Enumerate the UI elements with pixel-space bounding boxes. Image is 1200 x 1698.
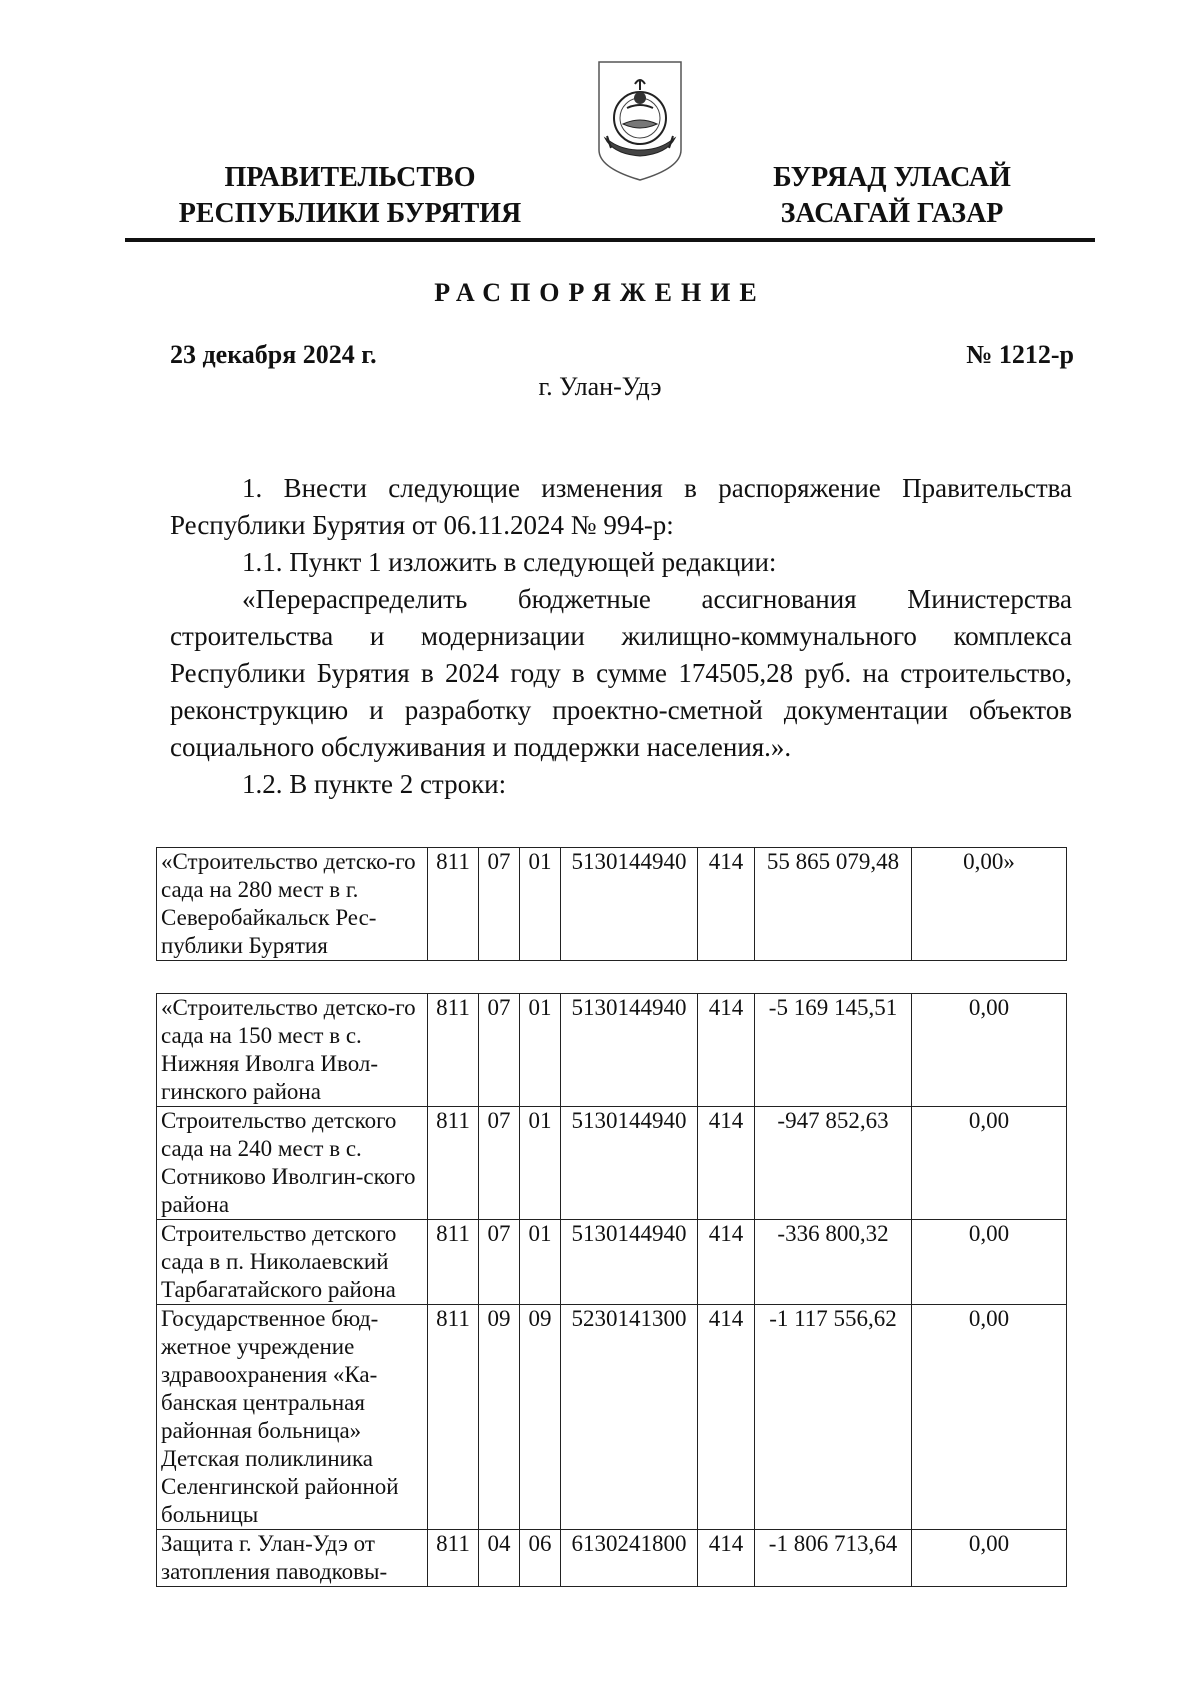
cell-target: 5130144940 [561, 848, 698, 961]
cell-subsection: 09 [520, 1305, 561, 1530]
cell-type: 414 [698, 1220, 755, 1305]
paragraph-quote: «Перераспределить бюджетные ассигнования Министерства строительства и модернизации жилищно-коммунального комплекса Республики Бурятия в 2024 году в сумме 174505,28 руб. на строительство, реконструкцию и разработку проектно-сметной документации объектов социального обслуживания и поддержки населения.». [170, 584, 1072, 762]
cell-amount-next: 0,00 [912, 1220, 1067, 1305]
table-new-rows [156, 993, 1067, 1587]
cell-amount-2024: 55 865 079,48 [755, 848, 912, 961]
paragraph-1-1: 1.1. Пункт 1 изложить в следующей редакции: [242, 547, 777, 577]
document-body [170, 470, 1072, 803]
cell-section: 07 [479, 1220, 520, 1305]
cell-subsection: 01 [520, 1107, 561, 1220]
paragraph-1: 1. Внести следующие изменения в распоряжение Правительства Республики Бурятия от 06.11.2024 № 994-р: [170, 473, 1072, 540]
table-row [157, 848, 1067, 961]
document-date: 23 декабря 2024 г. [170, 340, 377, 369]
document-title: РАСПОРЯЖЕНИЕ [434, 278, 766, 307]
paragraph-1-2: 1.2. В пункте 2 строки: [242, 769, 507, 799]
coat-of-arms-icon [595, 58, 685, 183]
cell-amount-next: 0,00» [912, 848, 1067, 961]
table-row [157, 1220, 1067, 1305]
cell-type: 414 [698, 1530, 755, 1587]
header-right-line1: БУРЯАД УЛАСАЙ [773, 162, 1011, 193]
document-city: г. Улан-Удэ [538, 372, 662, 401]
cell-type: 414 [698, 1107, 755, 1220]
cell-subsection: 06 [520, 1530, 561, 1587]
header-divider [125, 238, 1095, 242]
cell-target: 5230141300 [561, 1305, 698, 1530]
cell-amount-next: 0,00 [912, 1305, 1067, 1530]
cell-target: 5130144940 [561, 1220, 698, 1305]
cell-type: 414 [698, 848, 755, 961]
cell-section: 09 [479, 1305, 520, 1530]
cell-section: 04 [479, 1530, 520, 1587]
cell-amount-2024: -336 800,32 [755, 1220, 912, 1305]
cell-code: 811 [428, 1220, 479, 1305]
cell-amount-next: 0,00 [912, 994, 1067, 1107]
cell-type: 414 [698, 994, 755, 1107]
cell-code: 811 [428, 1305, 479, 1530]
cell-amount-2024: -1 117 556,62 [755, 1305, 912, 1530]
cell-code: 811 [428, 1530, 479, 1587]
cell-code: 811 [428, 848, 479, 961]
cell-section: 07 [479, 1107, 520, 1220]
cell-object: «Строительство детско-го сада на 150 мест в с. Нижняя Иволга Ивол-гинского района [157, 994, 428, 1107]
table-row [157, 1305, 1067, 1530]
cell-object: Защита г. Улан-Удэ от затопления паводковы- [157, 1530, 428, 1587]
table-row [157, 1530, 1067, 1587]
cell-amount-next: 0,00 [912, 1530, 1067, 1587]
cell-amount-2024: -1 806 713,64 [755, 1530, 912, 1587]
cell-object: Строительство детского сада на 240 мест в с. Сотниково Иволгин-ского района [157, 1107, 428, 1220]
table-old-rows [156, 847, 1067, 961]
cell-section: 07 [479, 994, 520, 1107]
cell-amount-next: 0,00 [912, 1107, 1067, 1220]
cell-target: 5130144940 [561, 1107, 698, 1220]
cell-section: 07 [479, 848, 520, 961]
header-right [742, 160, 1042, 232]
table-row [157, 1107, 1067, 1220]
cell-type: 414 [698, 1305, 755, 1530]
cell-object: Строительство детского сада в п. Николаевский Тарбагатайского района [157, 1220, 428, 1305]
cell-subsection: 01 [520, 1220, 561, 1305]
cell-code: 811 [428, 1107, 479, 1220]
cell-object: Государственное бюд-жетное учреждение здравоохранения «Ка-банская центральная районная больница» Детская поликлиника Селенгинской районной больницы [157, 1305, 428, 1530]
cell-code: 811 [428, 994, 479, 1107]
cell-subsection: 01 [520, 994, 561, 1107]
header-left-line1: ПРАВИТЕЛЬСТВО [224, 162, 476, 193]
cell-object: «Строительство детско-го сада на 280 мест в г. Северобайкальск Рес-публики Бурятия [157, 848, 428, 961]
header-left [160, 160, 540, 232]
cell-target: 5130144940 [561, 994, 698, 1107]
header-left-line2: РЕСПУБЛИКИ БУРЯТИЯ [178, 198, 522, 229]
cell-subsection: 01 [520, 848, 561, 961]
cell-amount-2024: -947 852,63 [755, 1107, 912, 1220]
table-row [157, 994, 1067, 1107]
cell-target: 6130241800 [561, 1530, 698, 1587]
document-number: № 1212-р [966, 340, 1074, 369]
header-right-line2: ЗАСАГАЙ ГАЗАР [780, 198, 1004, 229]
cell-amount-2024: -5 169 145,51 [755, 994, 912, 1107]
